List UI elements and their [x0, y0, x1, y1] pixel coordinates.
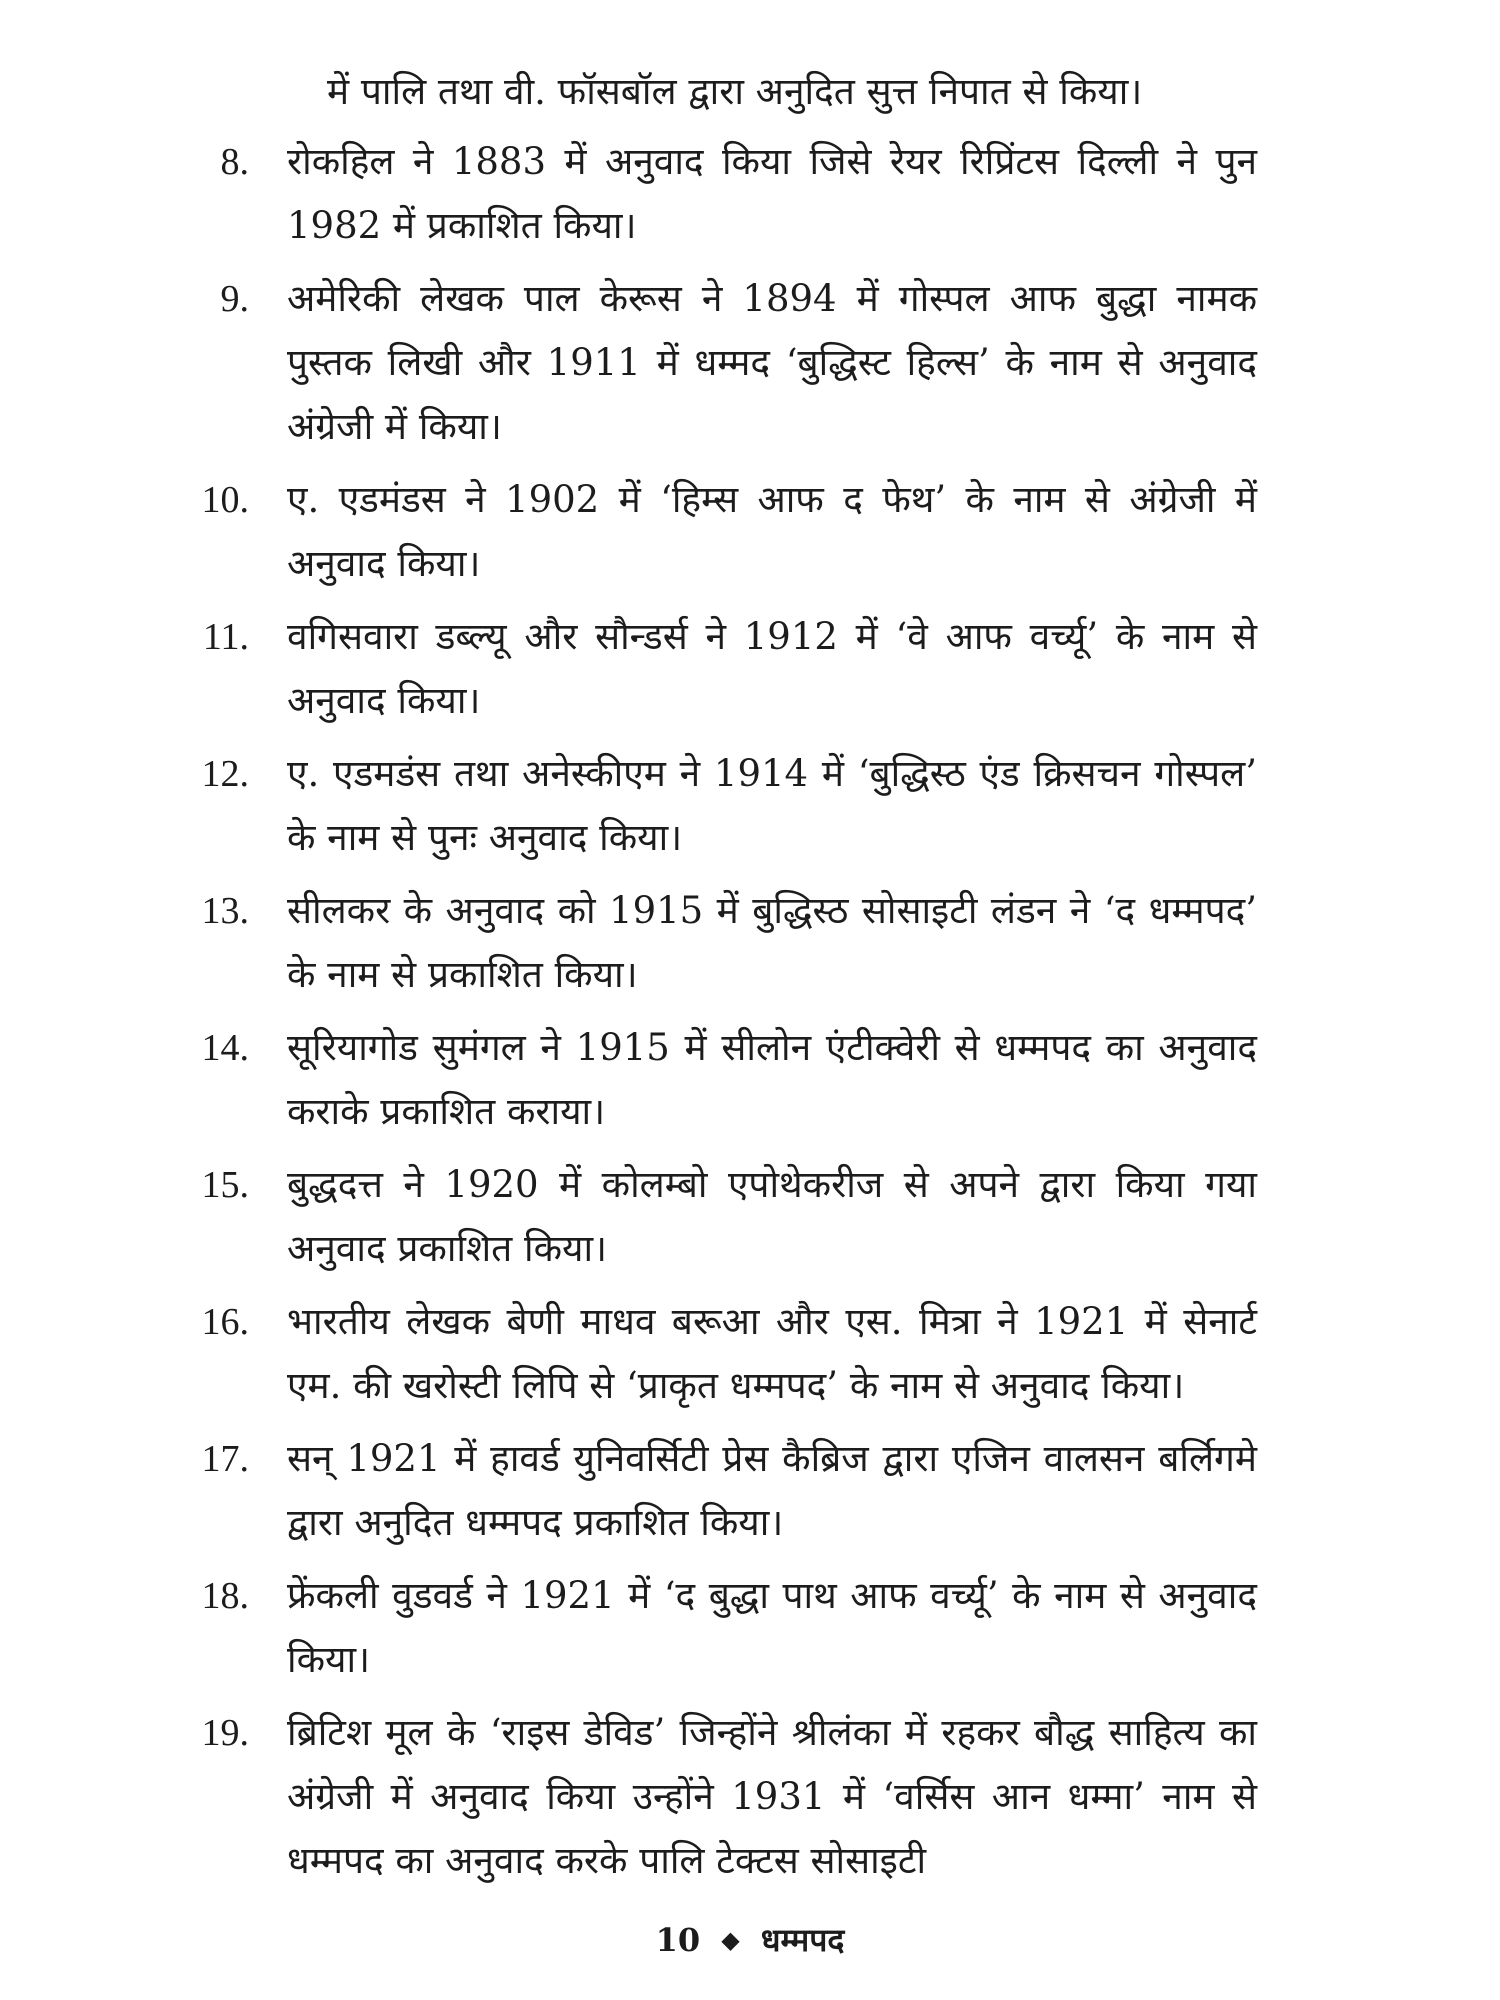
item-number: 9.	[220, 278, 249, 320]
list-item	[0, 1701, 1500, 1893]
list-item	[0, 879, 1500, 1007]
item-text: सीलकर के अनुवाद को 1915 में बुद्धिस्ठ सोसाइटी लंडन ने ‘द धम्मपद’ के नाम से प्रकाशित किया।	[287, 889, 1257, 996]
item-text: बुद्धदत्त ने 1920 में कोलम्बो एपोथेकरीज से अपने द्वारा किया गया अनुवाद प्रकाशित किया।	[287, 1163, 1257, 1270]
item-number: 16.	[201, 1301, 249, 1343]
item-text: वगिसवारा डब्ल्यू और सौन्डर्स ने 1912 में ‘वे आफ वर्च्यू’ के नाम से अनुवाद किया।	[287, 615, 1257, 722]
item-number: 18.	[201, 1575, 249, 1617]
item-text: फ्रेंकली वुडवर्ड ने 1921 में ‘द बुद्धा पाथ आफ वर्च्यू’ के नाम से अनुवाद किया।	[287, 1574, 1257, 1681]
item-text: ए. एडमंडस ने 1902 में ‘हिम्स आफ द फेथ’ के नाम से अंग्रेजी में अनुवाद किया।	[287, 478, 1257, 585]
translation-list	[0, 130, 1500, 1902]
list-item	[0, 468, 1500, 596]
item-text: अमेरिकी लेखक पाल केरूस ने 1894 में गोस्पल आफ बुद्धा नामक पुस्तक लिखी और 1911 में धम्मद ‘बुद्धिस्ट हिल्स’ के नाम से अनुवाद अंग्रेजी में किया।	[287, 277, 1257, 448]
item-number: 15.	[201, 1164, 249, 1206]
list-item	[0, 130, 1500, 258]
diamond-icon: ◆	[721, 1925, 740, 1954]
list-item	[0, 1290, 1500, 1418]
item-number: 12.	[201, 753, 249, 795]
book-title: धम्मपद	[760, 1921, 845, 1959]
page-number: 10	[655, 1921, 701, 1959]
item-number: 17.	[201, 1438, 249, 1480]
continuation-line: में पालि तथा वी. फॉसबॉल द्वारा अनुदित सुत्त निपात से किया।	[327, 70, 1143, 113]
item-text: भारतीय लेखक बेणी माधव बरूआ और एस. मित्रा ने 1921 में सेनार्ट एम. की खरोस्टी लिपि से ‘प्राकृत धम्मपद’ के नाम से अनुवाद किया।	[287, 1300, 1257, 1407]
item-number: 14.	[201, 1027, 249, 1069]
item-number: 11.	[202, 616, 249, 658]
list-item	[0, 742, 1500, 870]
list-item	[0, 267, 1500, 459]
item-text: रोकहिल ने 1883 में अनुवाद किया जिसे रेयर रिप्रिंटस दिल्ली ने पुन 1982 में प्रकाशित किया।	[287, 140, 1257, 247]
list-item	[0, 605, 1500, 733]
item-text: ब्रिटिश मूल के ‘राइस डेविड’ जिन्होंने श्रीलंका में रहकर बौद्ध साहित्य का अंग्रेजी में अनुवाद किया उन्होंने 1931 में ‘वर्सिस आन धम्मा’ नाम से धम्मपद का अनुवाद करके पालि टेक्टस सोसाइटी	[287, 1711, 1257, 1882]
list-item	[0, 1153, 1500, 1281]
item-text: ए. एडमडंस तथा अनेस्कीएम ने 1914 में ‘बुद्धिस्ठ एंड क्रिसचन गोस्पल’ के नाम से पुनः अनुवाद किया।	[287, 752, 1257, 859]
item-number: 8.	[220, 141, 249, 183]
item-number: 10.	[201, 479, 249, 521]
item-text: सन् 1921 में हावर्ड युनिवर्सिटी प्रेस कैब्रिज द्वारा एजिन वालसन बर्लिगमे द्वारा अनुदित धम्मपद प्रकाशित किया।	[287, 1437, 1257, 1544]
list-item	[0, 1016, 1500, 1144]
list-item	[0, 1564, 1500, 1692]
page-footer	[0, 1918, 1500, 1961]
item-number: 13.	[201, 890, 249, 932]
item-number: 19.	[201, 1712, 249, 1754]
list-item	[0, 1427, 1500, 1555]
item-text: सूरियागोड सुमंगल ने 1915 में सीलोन एंटीक्वेरी से धम्मपद का अनुवाद कराके प्रकाशित कराया।	[287, 1026, 1257, 1133]
